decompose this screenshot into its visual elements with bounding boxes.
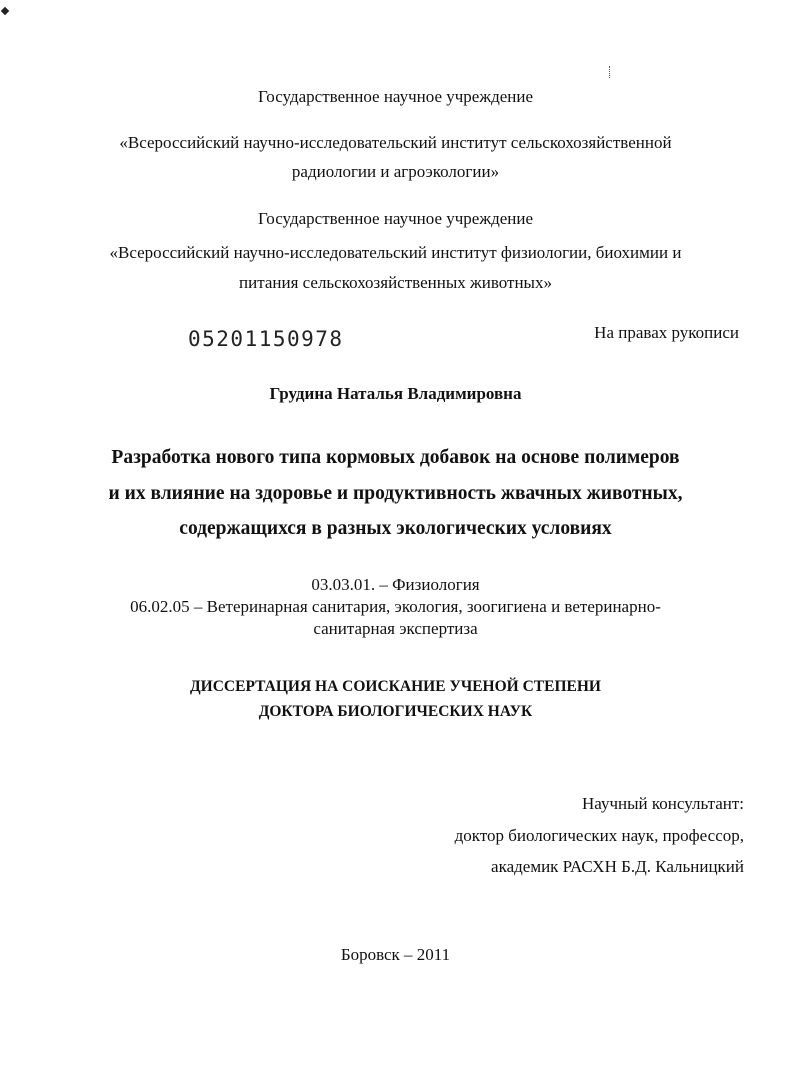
consultant-label: Научный консультант: [582,794,744,813]
degree-line2: ДОКТОРА БИОЛОГИЧЕСКИХ НАУК [258,703,533,720]
author-name: Грудина Наталья Владимировна [269,384,522,403]
rights-note: На правах рукописи [594,323,739,342]
specialty-line1: 03.03.01. – Физиология [311,575,480,594]
org1-name-line1: «Всероссийский научно-исследовательский институт сельскохозяйственной [119,133,672,152]
degree-line1: ДИССЕРТАЦИЯ НА СОИСКАНИЕ УЧЕНОЙ СТЕПЕНИ [190,678,601,695]
title-line2: и их влияние на здоровье и продуктивность жвачных животных, [108,483,683,504]
specialty-line2: 06.02.05 – Ветеринарная санитария, экология, зоогигиена и ветеринарно- [130,597,661,616]
consultant-line2: академик РАСХН Б.Д. Кальницкий [491,857,744,876]
org2-name-line1: «Всероссийский научно-исследовательский институт физиологии, биохимии и [109,243,682,262]
scan-corner-mark [1,7,9,15]
title-line1: Разработка нового типа кормовых добавок на основе полимеров [111,447,680,468]
org1-name-line2: радиологии и агроэкологии» [291,162,500,181]
org1-type: Государственное научное учреждение [257,87,534,106]
org2-type: Государственное научное учреждение [257,209,534,228]
org2-name-line2: питания сельскохозяйственных животных» [239,273,552,292]
scan-dot-mark [609,66,612,78]
title-line3: содержащихся в разных экологических условиях [179,518,612,539]
city-year: Боровск – 2011 [340,945,451,964]
specialty-line3: санитарная экспертиза [313,619,478,638]
registration-code: 05201150978 [188,327,344,351]
consultant-line1: доктор биологических наук, профессор, [454,826,744,845]
